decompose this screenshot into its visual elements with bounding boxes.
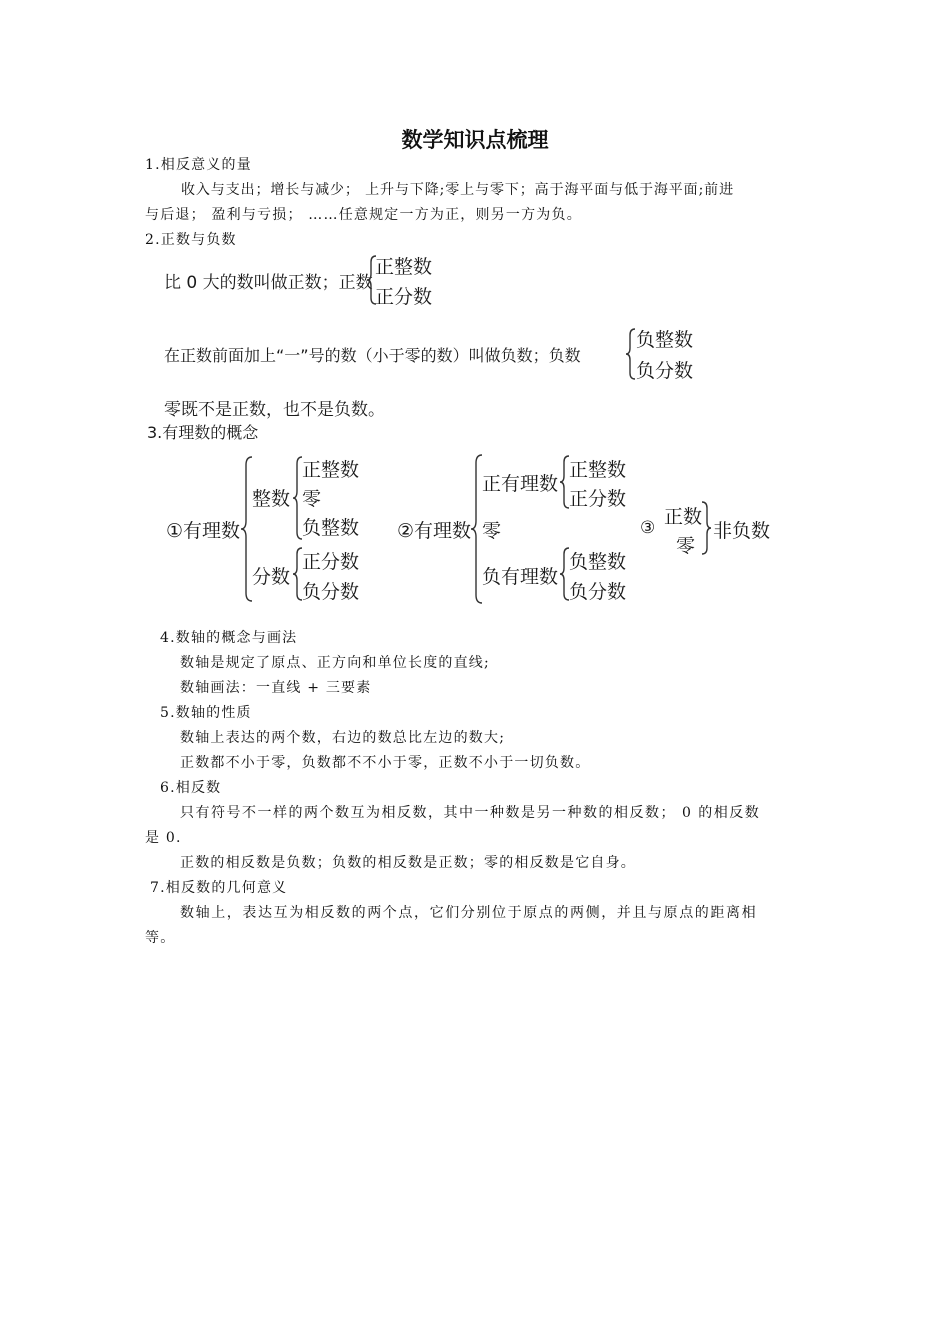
d3-positive: 正数 (664, 506, 703, 528)
section-1-heading: 1.相反意义的量 (145, 157, 252, 173)
section-1-line-2: 与后退； 盈利与亏损； ……任意规定一方为正，则另一方为负。 (145, 207, 582, 223)
page-title: 数学知识点梳理 (401, 128, 549, 152)
positive-definition: 比 0 大的数叫做正数；正数 (164, 273, 373, 293)
d1-negative-fraction: 负分数 (302, 581, 360, 603)
positive-fraction-label: 正分数 (375, 286, 433, 308)
d3-result: 非负数 (713, 520, 771, 542)
zero-note: 零既不是正数，也不是负数。 (164, 400, 385, 420)
d2-negative-integer: 负整数 (569, 551, 627, 573)
section-4-line-1: 数轴是规定了原点、正方向和单位长度的直线; (180, 655, 490, 671)
d2-negative-fraction: 负分数 (569, 581, 627, 603)
d3-marker: ③ (640, 518, 656, 538)
d2-zero: 零 (482, 520, 502, 542)
section-6-line-3: 正数的相反数是负数；负数的相反数是正数；零的相反数是它自身。 (180, 855, 636, 871)
d1-fractions-label: 分数 (252, 566, 291, 588)
section-4-heading: 4.数轴的概念与画法 (160, 630, 298, 646)
section-6-line-1: 只有符号不一样的两个数互为相反数，其中一种数是另一种数的相反数； 0 的相反数 (180, 805, 761, 821)
d2-positive-integer: 正整数 (569, 459, 627, 481)
section-4-line-2: 数轴画法：一直线 + 三要素 (180, 680, 372, 696)
d1-integers-label: 整数 (252, 488, 291, 510)
d3-zero: 零 (676, 535, 696, 557)
section-7-line-1: 数轴上，表达互为相反数的两个点，它们分别位于原点的两侧，并且与原点的距离相 (180, 905, 758, 921)
d3-right-brace (700, 500, 712, 556)
negative-fraction-label: 负分数 (636, 360, 694, 382)
section-7-line-2: 等。 (145, 930, 176, 946)
section-7-heading: 7.相反数的几何意义 (150, 880, 288, 896)
d2-positive-rational-label: 正有理数 (482, 473, 559, 495)
d2-positive-fraction: 正分数 (569, 488, 627, 510)
d2-negative-rational-label: 负有理数 (482, 566, 559, 588)
section-5-line-1: 数轴上表达的两个数，右边的数总比左边的数大; (180, 730, 506, 746)
section-6-line-2: 是 0. (145, 830, 182, 846)
section-1-line-1: 收入与支出；增长与减少； 上升与下降;零上与零下；高于海平面与低于海平面;前进 (181, 182, 734, 198)
section-6-heading: 6.相反数 (160, 780, 222, 796)
d1-negative-integer: 负整数 (302, 517, 360, 539)
negative-integer-label: 负整数 (636, 329, 694, 351)
negative-definition: 在正数前面加上“一”号的数（小于零的数）叫做负数；负数 (164, 346, 581, 365)
d1-zero: 零 (302, 488, 322, 510)
d1-root-label: ①有理数 (166, 520, 241, 542)
d1-positive-integer: 正整数 (302, 459, 360, 481)
d2-root-label: ②有理数 (397, 520, 472, 542)
section-3-heading: 3.有理数的概念 (147, 423, 259, 442)
d1-positive-fraction: 正分数 (302, 551, 360, 573)
section-2-heading: 2.正数与负数 (145, 232, 237, 248)
section-5-heading: 5.数轴的性质 (160, 705, 252, 721)
positive-integer-label: 正整数 (375, 256, 433, 278)
section-5-line-2: 正数都不小于零，负数都不不小于零，正数不小于一切负数。 (180, 755, 591, 771)
